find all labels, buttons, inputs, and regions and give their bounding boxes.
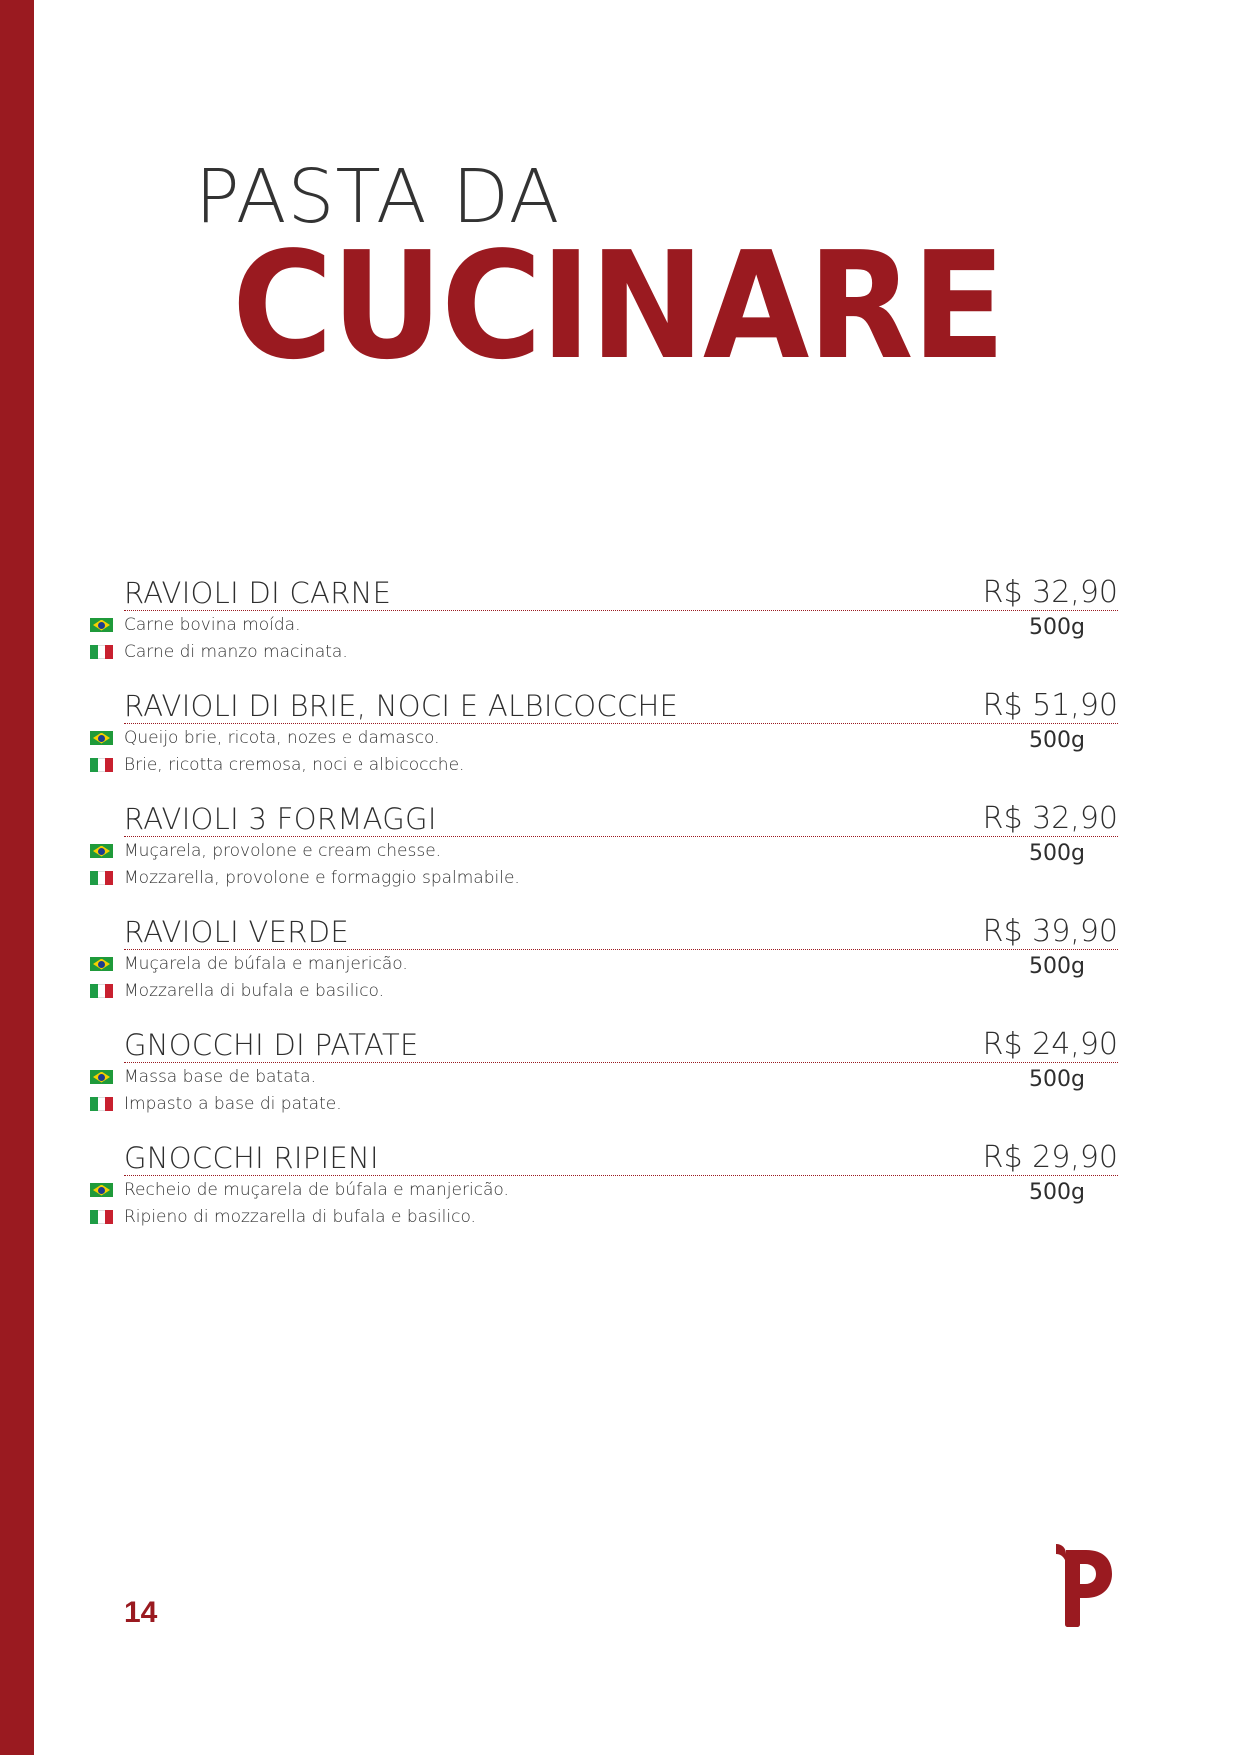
italy-flag-icon — [90, 645, 113, 659]
menu-item — [90, 1135, 1118, 1248]
brazil-flag-icon — [90, 1070, 113, 1084]
menu-item-weight: 500g — [1029, 615, 1085, 640]
desc-it-text: Carne di manzo macinata. — [124, 642, 348, 662]
menu-item-price: R$ 32,90 — [982, 575, 1118, 610]
desc-it-text: Ripieno di mozzarella di bufala e basilico. — [124, 1207, 476, 1227]
italy-flag-icon — [90, 984, 113, 998]
brazil-flag-icon — [90, 957, 113, 971]
desc-pt — [90, 1064, 1118, 1090]
menu-list — [90, 570, 1118, 1248]
desc-it-text: Mozzarella di bufala e basilico. — [124, 981, 385, 1001]
menu-item — [90, 1022, 1118, 1135]
desc-pt — [90, 951, 1118, 977]
page-number: 14 — [124, 1596, 158, 1629]
desc-pt — [90, 612, 1118, 638]
brazil-flag-icon — [90, 618, 113, 632]
menu-item-price: R$ 39,90 — [982, 914, 1118, 949]
desc-it-text: Brie, ricotta cremosa, noci e albicocche. — [124, 755, 465, 775]
menu-item-price: R$ 51,90 — [982, 688, 1118, 723]
desc-pt-text: Massa base de batata. — [124, 1067, 316, 1087]
menu-item-name: RAVIOLI VERDE — [124, 915, 349, 949]
menu-item-price: R$ 29,90 — [982, 1140, 1118, 1175]
menu-item-header — [124, 683, 1118, 724]
menu-item-header — [124, 1022, 1118, 1063]
italy-flag-icon — [90, 1210, 113, 1224]
menu-item-header — [124, 1135, 1118, 1176]
brazil-flag-icon — [90, 844, 113, 858]
desc-pt — [90, 1177, 1118, 1203]
menu-item-header — [124, 570, 1118, 611]
menu-item-name: GNOCCHI DI PATATE — [124, 1028, 419, 1062]
menu-item-price: R$ 24,90 — [982, 1027, 1118, 1062]
menu-item-weight: 500g — [1029, 841, 1085, 866]
menu-item — [90, 683, 1118, 796]
desc-pt-text: Muçarela de búfala e manjericão. — [124, 954, 408, 974]
page-title-line1: PASTA DA — [195, 154, 561, 240]
menu-item-weight: 500g — [1029, 1067, 1085, 1092]
italy-flag-icon — [90, 871, 113, 885]
menu-item — [90, 796, 1118, 909]
menu-item-name: RAVIOLI DI CARNE — [124, 576, 392, 610]
menu-item-weight: 500g — [1029, 728, 1085, 753]
desc-pt-text: Recheio de muçarela de búfala e manjericão. — [124, 1180, 509, 1200]
desc-it — [90, 1204, 1118, 1230]
menu-item-price: R$ 32,90 — [982, 801, 1118, 836]
desc-it — [90, 865, 1118, 891]
brazil-flag-icon — [90, 1183, 113, 1197]
side-accent-bar — [0, 0, 34, 1755]
desc-it — [90, 1091, 1118, 1117]
page-title-line2: CUCINARE — [232, 220, 1004, 392]
italy-flag-icon — [90, 1097, 113, 1111]
menu-item-weight: 500g — [1029, 954, 1085, 979]
menu-item — [90, 570, 1118, 683]
menu-item-name: RAVIOLI DI BRIE, NOCI E ALBICOCCHE — [124, 689, 679, 723]
desc-it — [90, 639, 1118, 665]
p-logo-icon — [1052, 1542, 1114, 1628]
italy-flag-icon — [90, 758, 113, 772]
menu-item-name: GNOCCHI RIPIENI — [124, 1141, 379, 1175]
desc-pt — [90, 838, 1118, 864]
desc-pt — [90, 725, 1118, 751]
menu-item-weight: 500g — [1029, 1180, 1085, 1205]
desc-pt-text: Carne bovina moída. — [124, 615, 301, 635]
desc-it-text: Impasto a base di patate. — [124, 1094, 342, 1114]
desc-it-text: Mozzarella, provolone e formaggio spalmabile. — [124, 868, 520, 888]
menu-item-name: RAVIOLI 3 FORMAGGI — [124, 802, 437, 836]
desc-it — [90, 978, 1118, 1004]
menu-item — [90, 909, 1118, 1022]
brazil-flag-icon — [90, 731, 113, 745]
desc-it — [90, 752, 1118, 778]
desc-pt-text: Queijo brie, ricota, nozes e damasco. — [124, 728, 440, 748]
menu-item-header — [124, 909, 1118, 950]
menu-item-header — [124, 796, 1118, 837]
desc-pt-text: Muçarela, provolone e cream chesse. — [124, 841, 442, 861]
